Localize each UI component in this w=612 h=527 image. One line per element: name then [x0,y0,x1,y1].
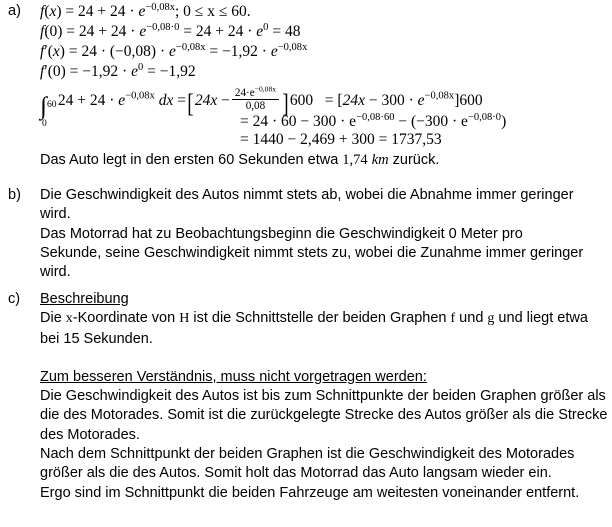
desc-var-x: x [65,311,73,327]
section-b-label: b) [8,187,21,203]
equation-final-result [240,130,442,150]
bracket-open-1: [ [187,87,194,118]
section-b-paragraph-2: Das Motorrad hat zu Beobachtungsbeginn die Geschwindigkeit 0 Meter pro Sekunde, seine Geschwindigkeit nimmt stets zu, wobei die Zunahme immer geringer wird. [40,225,584,281]
fraction-numerator [232,84,279,99]
euler-e-5: e [270,43,278,60]
fraction-antiderivative [232,84,279,113]
section-c [0,290,612,520]
euler-e-7: e [118,91,126,109]
exponent-neg008x-2: −0,08x [175,41,206,53]
section-c-description [40,309,608,349]
const-24e: 24 [195,23,212,40]
equals-10: = [324,91,334,109]
bracket-close-1: ] [282,87,289,118]
const-24b: 24 [110,3,126,20]
const-24c: 24 [78,23,95,40]
bracket-upper-limit-2: 60 [459,91,475,109]
equals-5: = [68,43,78,60]
equation-f-of-zero: $f(0) = 24 + 24 \cdot e^{-0,08\cdot 0} = 24 + 24 \cdot e^0 = 48$ [40,21,301,40]
integral-lower-limit: 0 [42,117,47,129]
result-neg192-3: −1,92 [159,63,196,80]
section-a-conclusion [40,150,612,170]
const-24g: 24 [81,43,97,60]
cdot-1: · [129,3,135,20]
bracket-limits-1 [290,92,313,109]
cdot-8: · [109,91,115,109]
cdot-4: · [100,43,106,60]
desc-fn-f: f [450,311,456,327]
fraction-denominator: 0,08 [232,99,279,112]
desc-part-c: ist die Schnittstelle der beiden Graphen [189,310,451,327]
desc-point-H: H [179,311,190,327]
section-c-note-paragraph-1: Die Geschwindigkeit des Autos ist bis zum Schnittpunkte der beiden Graphen größer als die des Motorades. Somit ist die zurückgelegte Strecke des Autos größer als die Strecke des Motorades. [40,388,608,443]
numerator-exponent: −0,08x [254,84,277,94]
conclusion-before: Das Auto legt in den ersten 60 Sekunden etwa [40,152,343,168]
bracket-upper-limit-1: 60 [289,91,306,109]
euler-e-6: e [131,63,138,80]
result-48: 48 [284,23,301,40]
cdot-2: · [130,23,136,40]
conclusion-after: zurück. [388,152,440,168]
desc-part-e: und liegt etwa bei 15 Sekunden. [40,310,588,347]
line6-middle: − (−300 · e [394,113,468,130]
fn-f-4: f [40,63,45,80]
exponent-zero: 0 [263,21,269,33]
fn-f-3: f [40,43,45,60]
const-24d: 24 [110,23,127,40]
equation-definite-integral: ∫ 60 0 $24 + 24 \cdot e^{-0,08x}$ dx =[24x − $\frac{24\cdot e^{-0,08x}}{0,08}$ ]600 = $[24x - 300 \cdot e^{-0,08x}]600$ [40,87,483,113]
const-24: 24 [78,3,94,20]
section-c-heading: Beschreibung [40,291,129,307]
spacer [40,349,608,368]
line6-exponent-1: −0,08·60 [356,111,395,123]
const-300: 300 [381,91,405,109]
integral-upper-limit: 60 [47,98,57,110]
cdot-3: · [247,23,253,40]
section-c-note-paragraph-3: Ergo sind im Schnittpunkt die beiden Fahrzeuge am weitesten voneinander entfernt. [40,484,580,501]
term-24x-2: 24x [342,91,365,109]
domain-constraint: ; 0 ≤ x ≤ 60. [175,3,251,20]
bracket-lower-limit-2: 0 [474,91,483,109]
line6-lead: = 24 · 60 − 300 · e [240,113,357,130]
conclusion-value: 1,74 [342,152,368,168]
cdot-9: · [408,91,414,109]
section-b-paragraph-1: Die Geschwindigkeit des Autos nimmt stets ab, wobei die Abnahme immer geringer wird. [40,187,574,223]
equals-6: = [209,43,219,60]
section-c-note-paragraph-2: Nach dem Schnittpunkt der beiden Graphen ist die Geschwindigkeit des Motorades größer als die des Autos. Somit holt das Motorrad das Auto langsam wieder ein. [40,445,575,482]
plus-2: + [98,23,108,40]
euler-e-8: e [417,91,425,109]
equals-4: = [272,23,282,40]
euler-e-4: e [168,43,176,60]
euler-e: e [138,3,146,20]
numerator-text: 24·e [234,87,255,99]
fn-f-2: f [40,23,45,40]
line6-exponent-2: −0,08·0 [467,111,502,123]
equation-f-of-x: $f(x) = 24 + 24 \cdot e^{-0,08x}$; 0 ≤ x ≤ 60. [40,1,251,20]
const-24h: 24 [57,91,74,109]
section-a-label: a) [8,3,21,19]
section-c-note-heading: Zum besseren Verständnis, muss nicht vorgetragen werden: [40,368,427,385]
desc-fn-g: g [487,311,495,327]
exponent-neg008x-3: −0,08x [277,41,308,53]
plus-3: + [215,23,224,40]
equals-3: = [183,23,192,40]
equals-7: = [69,63,79,80]
conclusion-unit: km [371,152,389,168]
euler-e-2: e [139,23,147,40]
fn-f: f [40,3,45,20]
equation-f-prime-of-zero: $f'(0) = -1,92 \cdot e^0 = -1,92$ [40,61,196,80]
const-24f: 24 [227,23,244,40]
section-c-label: c) [8,291,21,307]
desc-part-a: Die [40,310,66,327]
exponent-neg008x-4: −0,08x [125,90,155,102]
factor-neg008: (−0,08) [109,43,157,60]
desc-part-d: und [455,310,488,327]
cdot-6: · [261,43,267,60]
plus-sign: + [97,3,107,20]
var-x-2: x [52,43,60,60]
differential-dx: dx [158,91,174,109]
result-neg192: −1,92 [222,43,258,60]
desc-part-b: -Koordinate von [72,310,180,327]
cdot-7: · [122,63,128,80]
exponent-neg008x-5: −0,08x [424,90,455,102]
cdot-5: · [159,43,166,60]
exponent-neg0080: −0,08·0 [146,21,180,33]
const-24i: 24 [89,91,106,109]
section-b [0,186,612,281]
section-c-body [40,290,608,503]
bracket-lower-limit-1: 0 [305,91,314,109]
var-x: x [49,3,57,20]
line7-text: = 1440 − 2,469 + 300 = 1737,53 [240,131,442,148]
exponent-neg008x: −0,08x [145,1,175,13]
term-24x: 24x [194,91,218,109]
equals-2: = [66,23,76,40]
bracket-limits-2 [459,92,482,109]
equals-sign: = [65,3,75,20]
plus-4: + [77,91,86,109]
section-b-body [40,186,585,282]
equation-f-prime-of-x: $f'(x) = 24 \cdot (-0,08) \cdot e^{-0,08x} = -1,92 \cdot e^{-0,08x}$ [40,41,308,60]
result-neg192-2: −1,92 [82,63,119,80]
equals-8: = [147,63,156,80]
line6-close-paren: ) [501,113,507,130]
euler-e-3: e [256,23,264,40]
exponent-zero-2: 0 [137,61,144,73]
section-a [0,2,612,172]
equals-9: = [177,91,186,109]
